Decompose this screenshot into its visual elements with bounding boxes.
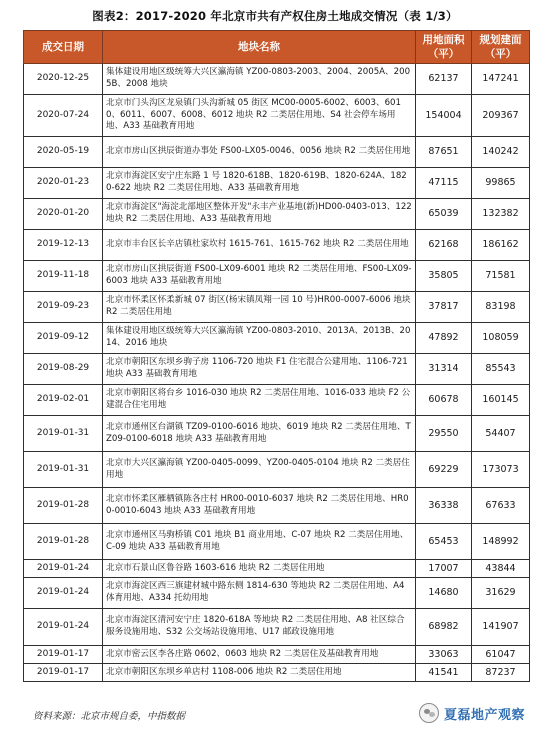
cell-land-area: 41541 xyxy=(416,664,472,682)
table-row xyxy=(24,646,530,664)
cell-land-name: 北京市海淀区安宁庄东路 1 号 1820-618B、1820-619B、1820-624A、1820-622 地块 R2 二类居住用地、A33 基础教育用地 xyxy=(103,168,416,199)
cell-date: 2019-01-17 xyxy=(24,646,103,664)
cell-planned-floor-area: 43844 xyxy=(472,560,530,578)
cell-land-name: 北京市石景山区鲁谷路 1603-616 地块 R2 二类居住用地 xyxy=(103,560,416,578)
brand-name: 夏磊地产观察 xyxy=(444,707,526,723)
cell-land-area: 65039 xyxy=(416,199,472,230)
cell-land-name: 北京市朝阳区将台乡 1016-030 地块 R2 二类居住用地、1016-033 地块 F2 公建混合住宅用地 xyxy=(103,385,416,416)
cell-date: 2019-01-24 xyxy=(24,578,103,609)
cell-land-area: 33063 xyxy=(416,646,472,664)
cell-planned-floor-area: 67633 xyxy=(472,488,530,524)
cell-planned-floor-area: 85543 xyxy=(472,354,530,385)
cell-land-area: 62168 xyxy=(416,230,472,261)
cell-date: 2020-05-19 xyxy=(24,137,103,168)
table-row xyxy=(24,560,530,578)
cell-land-area: 29550 xyxy=(416,416,472,452)
cell-planned-floor-area: 61047 xyxy=(472,646,530,664)
cell-date: 2019-11-18 xyxy=(24,261,103,292)
cell-date: 2019-01-31 xyxy=(24,416,103,452)
cell-land-name: 北京市朝阳区东坝乡单店村 1108-006 地块 R2 二类居住用地 xyxy=(103,664,416,682)
header-date: 成交日期 xyxy=(24,31,103,64)
cell-date: 2019-08-29 xyxy=(24,354,103,385)
cell-land-area: 60678 xyxy=(416,385,472,416)
cell-land-name: 北京市丰台区长辛店镇杜家坎村 1615-761、1615-762 地块 R2 二类居住用地 xyxy=(103,230,416,261)
cell-date: 2019-12-13 xyxy=(24,230,103,261)
table-row xyxy=(24,261,530,292)
header-build: 规划建面 （平） xyxy=(472,31,530,64)
cell-land-name: 北京市海淀区"海淀北部地区整体开发"永丰产业基地(新)HD00-0403-013、122 地块 R2 二类居住用地、A33 基础教育用地 xyxy=(103,199,416,230)
cell-land-name: 北京市怀柔区雁栖镇陈各庄村 HR00-0010-6037 地块 R2 二类居住用地、HR00-0010-6043 地块 A33 基础教育用地 xyxy=(103,488,416,524)
cell-date: 2019-02-01 xyxy=(24,385,103,416)
cell-planned-floor-area: 54407 xyxy=(472,416,530,452)
header-name: 地块名称 xyxy=(103,31,416,64)
land-transaction-table xyxy=(23,30,530,682)
cell-land-name: 北京市密云区李各庄路 0602、0603 地块 R2 二类居住及基础教育用地 xyxy=(103,646,416,664)
table-row xyxy=(24,64,530,95)
cell-planned-floor-area: 140242 xyxy=(472,137,530,168)
cell-land-name: 北京市朝阳区东坝乡驹子房 1106-720 地块 F1 住宅混合公建用地、1106-721 地块 A33 基础教育用地 xyxy=(103,354,416,385)
cell-land-area: 68982 xyxy=(416,609,472,646)
cell-date: 2020-01-20 xyxy=(24,199,103,230)
cell-planned-floor-area: 99865 xyxy=(472,168,530,199)
cell-date: 2019-01-28 xyxy=(24,524,103,560)
cell-planned-floor-area: 186162 xyxy=(472,230,530,261)
cell-date: 2020-01-23 xyxy=(24,168,103,199)
cell-land-name: 北京市通州区台湖镇 TZ09-0100-6016 地块、6019 地块 R2 二类居住用地、TZ09-0100-6018 地块 A33 基础教育用地 xyxy=(103,416,416,452)
cell-date: 2019-01-17 xyxy=(24,664,103,682)
table-row xyxy=(24,578,530,609)
cell-land-area: 154004 xyxy=(416,95,472,137)
cell-date: 2019-09-23 xyxy=(24,292,103,323)
table-row xyxy=(24,137,530,168)
table-row xyxy=(24,199,530,230)
cell-date: 2019-01-31 xyxy=(24,452,103,488)
figure-title: 图表2：2017-2020 年北京市共有产权住房土地成交情况（表 1/3） xyxy=(92,9,458,23)
cell-land-area: 62137 xyxy=(416,64,472,95)
cell-land-area: 35805 xyxy=(416,261,472,292)
table-row xyxy=(24,168,530,199)
cell-land-name: 集体建设用地区级统筹大兴区瀛海镇 YZ00-0803-2010、2013A、2013B、2014、2016 地块 xyxy=(103,323,416,354)
table-row xyxy=(24,292,530,323)
table-row xyxy=(24,323,530,354)
cell-land-name: 北京市海淀区清河安宁庄 1820-618A 等地块 R2 二类居住用地、A8 社区综合服务设施用地、S32 公交场站设施用地、U17 邮政设施用地 xyxy=(103,609,416,646)
cell-date: 2019-01-24 xyxy=(24,609,103,646)
table-row xyxy=(24,354,530,385)
table-row xyxy=(24,230,530,261)
cell-date: 2019-01-28 xyxy=(24,488,103,524)
cell-planned-floor-area: 87237 xyxy=(472,664,530,682)
cell-land-area: 65453 xyxy=(416,524,472,560)
cell-land-name: 北京市海淀区西三旗建材城中路东侧 1814-630 等地块 R2 二类居住用地、A4 体育用地、A334 托幼用地 xyxy=(103,578,416,609)
cell-land-area: 31314 xyxy=(416,354,472,385)
source-note: 资料来源：北京市规自委，中指数据 xyxy=(33,711,186,722)
cell-planned-floor-area: 31629 xyxy=(472,578,530,609)
cell-planned-floor-area: 209367 xyxy=(472,95,530,137)
cell-date: 2020-12-25 xyxy=(24,64,103,95)
cell-land-area: 47892 xyxy=(416,323,472,354)
cell-planned-floor-area: 160145 xyxy=(472,385,530,416)
cell-land-name: 北京市房山区拱辰街道 FS00-LX09-6001 地块 R2 二类居住用地、FS00-LX09-6003 地块 A33 基础教育用地 xyxy=(103,261,416,292)
cell-planned-floor-area: 173073 xyxy=(472,452,530,488)
cell-date: 2019-09-12 xyxy=(24,323,103,354)
cell-land-name: 北京市怀柔区怀柔新城 07 街区(杨宋镇凤翔一园 10 号)HR00-0007-6006 地块 R2 二类居住用地 xyxy=(103,292,416,323)
cell-planned-floor-area: 83198 xyxy=(472,292,530,323)
cell-land-name: 北京市通州区马驹桥镇 C01 地块 B1 商业用地、C-07 地块 R2 二类居住用地、C-09 地块 A33 基础教育用地 xyxy=(103,524,416,560)
wechat-icon xyxy=(419,703,439,723)
header-area: 用地面积 （平） xyxy=(416,31,472,64)
table-row xyxy=(24,95,530,137)
cell-land-area: 87651 xyxy=(416,137,472,168)
cell-planned-floor-area: 148992 xyxy=(472,524,530,560)
cell-planned-floor-area: 132382 xyxy=(472,199,530,230)
cell-land-area: 47115 xyxy=(416,168,472,199)
table-row xyxy=(24,664,530,682)
cell-planned-floor-area: 108059 xyxy=(472,323,530,354)
table-row xyxy=(24,488,530,524)
table-row xyxy=(24,385,530,416)
cell-date: 2020-07-24 xyxy=(24,95,103,137)
cell-planned-floor-area: 147241 xyxy=(472,64,530,95)
table-row xyxy=(24,452,530,488)
table-row xyxy=(24,416,530,452)
cell-land-area: 36338 xyxy=(416,488,472,524)
cell-land-area: 14680 xyxy=(416,578,472,609)
table-row xyxy=(24,609,530,646)
cell-land-name: 北京市门头沟区龙泉镇门头沟新城 05 街区 MC00-0005-6002、6003、6010、6011、6007、6008、6012 地块 R2 二类居住用地、S4 社会停车场用地、A33 基础教育用地 xyxy=(103,95,416,137)
cell-land-area: 69229 xyxy=(416,452,472,488)
brand-watermark xyxy=(419,702,525,724)
table-row xyxy=(24,524,530,560)
cell-planned-floor-area: 141907 xyxy=(472,609,530,646)
cell-date: 2019-01-24 xyxy=(24,560,103,578)
cell-land-area: 37817 xyxy=(416,292,472,323)
cell-land-name: 集体建设用地区级统筹大兴区瀛海镇 YZ00-0803-2003、2004、2005A、2005B、2008 地块 xyxy=(103,64,416,95)
cell-land-name: 北京市房山区拱辰街道办事处 FS00-LX05-0046、0056 地块 R2 二类居住用地 xyxy=(103,137,416,168)
cell-land-area: 17007 xyxy=(416,560,472,578)
cell-land-name: 北京市大兴区瀛海镇 YZ00-0405-0099、YZ00-0405-0104 地块 R2 二类居住用地 xyxy=(103,452,416,488)
cell-planned-floor-area: 71581 xyxy=(472,261,530,292)
table-header-row xyxy=(24,31,530,64)
